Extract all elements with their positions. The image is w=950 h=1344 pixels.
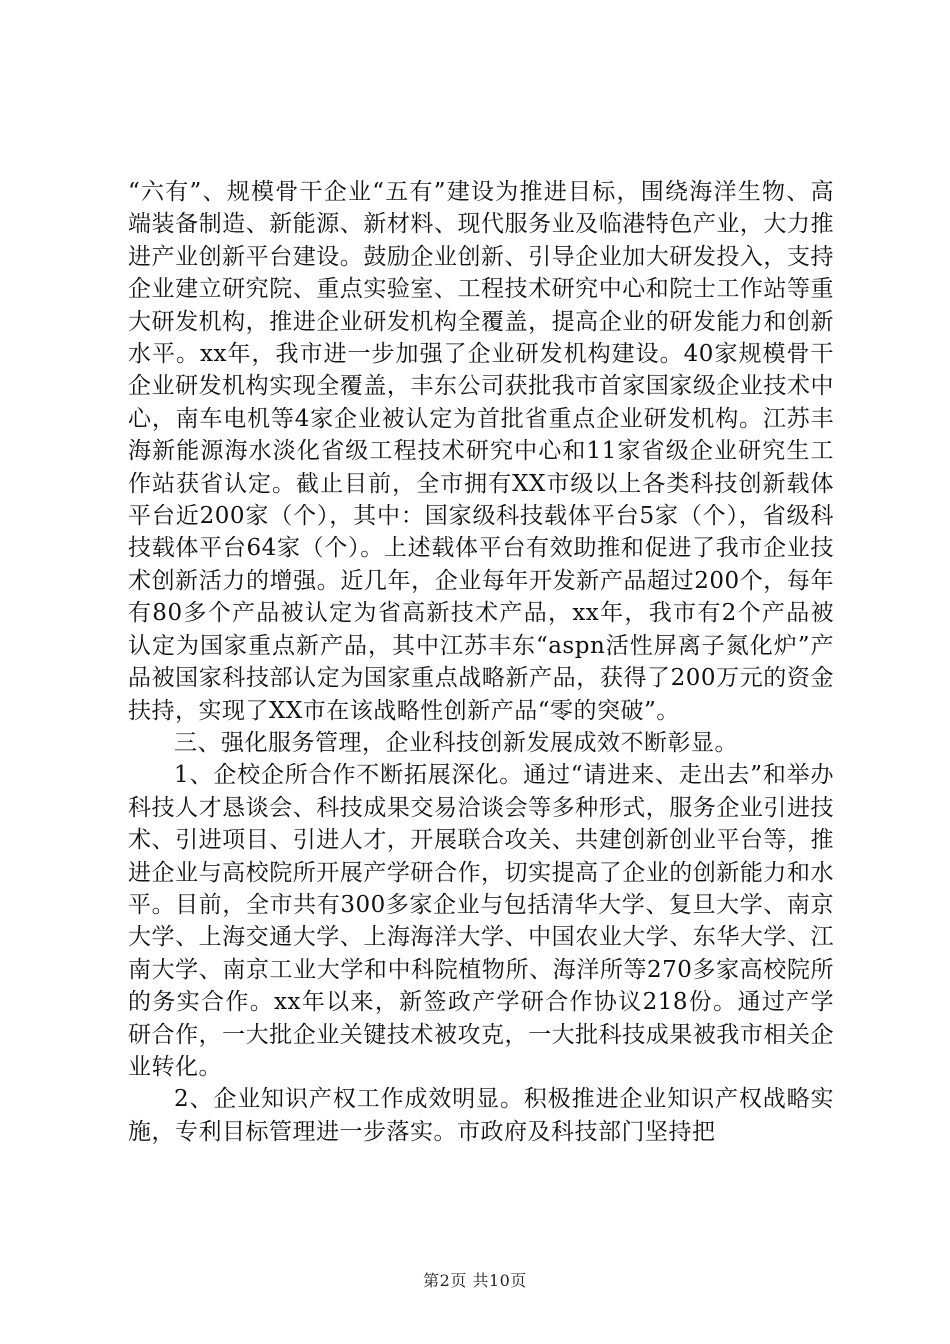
page-footer: 第2页 共10页 [423,1271,527,1290]
paragraph-intellectual-property: 2、企业知识产权工作成效明显。积极推进企业知识产权战略实施，专利目标管理进一步落实。市政府及科技部门坚持把 [128,1086,834,1145]
paragraph-cooperation: 1、企校企所合作不断拓展深化。通过“请进来、走出去”和举办科技人才恳谈会、科技成果交易洽谈会等多种形式，服务企业引进技术、引进项目、引进人才，开展联合攻关、共建创新创业平台等，推进企业与高校院所开展产学研合作，切实提高了企业的创新能力和水平。目前，全市共有300多家企业与包括清华大学、复旦大学、南京大学、上海交通大学、上海海洋大学、中国农业大学、东华大学、江南大学、南京工业大学和中科院植物所、海洋所等270多家高校院所的务实合作。xx年以来，新签政产学研合作协议218份。通过产学研合作，一大批企业关键技术被攻克，一大批科技成果被我市相关企业转化。 [128,762,834,1080]
document-body [128,176,834,1148]
paragraph-continuation: “六有”、规模骨干企业“五有”建设为推进目标，围绕海洋生物、高端装备制造、新能源、新材料、现代服务业及临港特色产业，大力推进产业创新平台建设。鼓励企业创新、引导企业加大研发投入，支持企业建立研究院、重点实验室、工程技术研究中心和院士工作站等重大研发机构，推进企业研发机构全覆盖，提高企业的研发能力和创新水平。xx年，我市进一步加强了企业研发机构建设。40家规模骨干企业研发机构实现全覆盖，丰东公司获批我市首家国家级企业技术中心，南车电机等4家企业被认定为首批省重点企业研发机构。江苏丰海新能源海水淡化省级工程技术研究中心和11家省级企业研究生工作站获省认定。截止目前，全市拥有XX市级以上各类科技创新载体平台近200家（个），其中：国家级科技载体平台5家（个），省级科技载体平台64家（个）。上述载体平台有效助推和促进了我市企业技术创新活力的增强。近几年，企业每年开发新产品超过200个，每年有80多个产品被认定为省高新技术产品，xx年，我市有2个产品被认定为国家重点新产品，其中江苏丰东“aspn活性屏离子氮化炉”产品被国家科技部认定为国家重点战略新产品，获得了200万元的资金扶持，实现了XX市在该战略性创新产品“零的突破”。 [128,179,834,724]
section-heading-three: 三、强化服务管理，企业科技创新发展成效不断彰显。 [174,729,738,756]
